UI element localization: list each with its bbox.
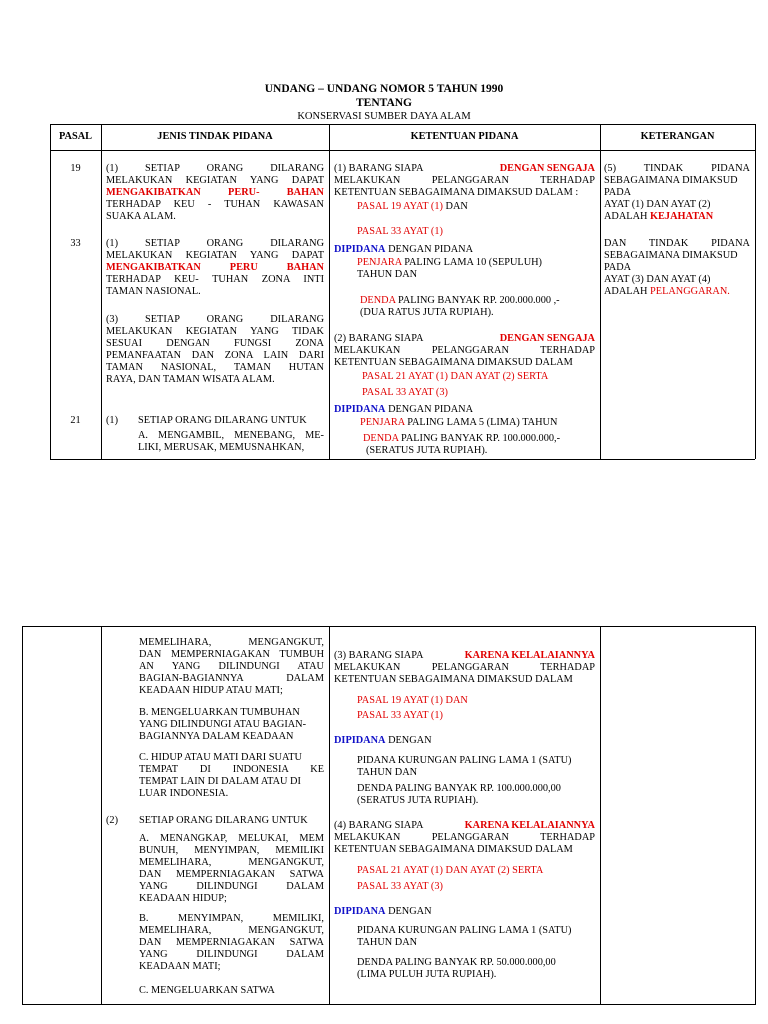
text-line: B. MENYIMPAN, MEMILIKI, — [139, 913, 324, 924]
text-line: DAN MEMPERNIAGAKAN TUMBUH — [139, 649, 324, 661]
text-line: KEADAAN MATI; — [139, 961, 221, 973]
text-line: DENGAN — [385, 735, 432, 746]
pasal-reference: PASAL 33 AYAT (1) — [357, 710, 443, 721]
text-line: ADALAH — [604, 286, 651, 298]
text-line: PEMANFAATAN DAN ZONA LAIN DARI — [106, 350, 324, 362]
text-line: (DUA RATUS JUTA RUPIAH). — [360, 307, 494, 318]
emphasis-text: KARENA KELALAIANNYA — [464, 820, 595, 831]
text-line: (5) TINDAK PIDANA — [604, 163, 750, 174]
header-pasal: PASAL — [59, 131, 92, 142]
text-line: PIDANA KURUNGAN PALING LAMA 1 (SATU) — [357, 925, 572, 936]
pelanggaran-label: PELANGGARAN. — [650, 286, 730, 298]
jenis-continued — [139, 637, 324, 697]
dipidana-label: DIPIDANA — [334, 906, 386, 917]
text-line: MELAKUKAN PELANGGARAN TERHADAP — [334, 345, 595, 357]
text-line: SEBAGAIMANA DIMAKSUD — [604, 250, 738, 262]
text-line: MELAKUKAN PELANGGARAN TERHADAP — [334, 832, 595, 844]
dipidana-line — [334, 735, 432, 747]
text-line: AN YANG DILINDUNGI ATAU — [139, 661, 324, 673]
jenis-item-2b — [139, 913, 324, 973]
text-line: TAMAN NASIONAL, TAMAN HUTAN — [106, 362, 324, 374]
text-line: AYAT (1) DAN AYAT (2) — [604, 199, 711, 211]
text-line: TEMPAT LAIN DI DALAM ATAU DI — [139, 776, 301, 788]
penjara-label: PENJARA — [360, 417, 405, 428]
text-line: (1) SETIAP ORANG DILARANG — [106, 238, 324, 249]
jenis-item-c — [139, 752, 324, 800]
text-line: TAHUN DAN — [357, 767, 418, 778]
text-line: C. HIDUP ATAU MATI DARI SUATU — [139, 752, 302, 763]
text-line: LIKI, MERUSAK, MEMUSNAHKAN, — [138, 442, 305, 454]
text-line: MELAKUKAN KEGIATAN YANG TIDAK — [106, 326, 324, 338]
text-line: DAN — [442, 201, 468, 212]
text-line: MELAKUKAN KEGIATAN YANG DAPAT — [106, 175, 324, 187]
text-line: TAHUN DAN — [357, 269, 418, 280]
text-line: YANG DILINDUNGI DALAM — [139, 949, 324, 961]
pasal-number: 21 — [70, 415, 81, 426]
text-line: MEMELIHARA, MENGANGKUT, — [139, 925, 324, 937]
text-line: (SERATUS JUTA RUPIAH). — [366, 445, 488, 456]
jenis-item-4-sub — [138, 430, 324, 454]
emphasis-text: DENGAN SENGAJA — [499, 163, 595, 174]
jenis-item-4 — [138, 415, 324, 427]
text-line: SESUAI DENGAN FUNGSI ZONA — [106, 338, 324, 350]
item-number: (1) — [106, 415, 119, 426]
text-line: MELAKUKAN PELANGGARAN TERHADAP — [334, 175, 595, 187]
denda-label: DENDA — [363, 433, 399, 444]
pasal-reference: PASAL 33 AYAT (1) — [357, 226, 443, 237]
emphasis-text: MENGAKIBATKAN PERU- BAHAN — [106, 187, 324, 199]
text-line: DENDA PALING BANYAK RP. 100.000.000,00 — [357, 783, 561, 794]
text-line: MEMELIHARA, MENGANGKUT, — [139, 857, 324, 869]
text-line: (LIMA PULUH JUTA RUPIAH). — [357, 969, 497, 980]
text-line: DENGAN PIDANA — [385, 244, 474, 255]
text-line: DENGAN PIDANA — [385, 404, 474, 415]
text-line: PALING BANYAK RP. 200.000.000 ,- — [395, 295, 560, 306]
text-line: SETIAP ORANG DILARANG UNTUK — [139, 815, 308, 826]
text-line: PIDANA KURUNGAN PALING LAMA 1 (SATU) — [357, 755, 572, 766]
text-line: PADA — [604, 187, 632, 199]
penjara-line — [357, 257, 542, 269]
text-line: BAGIAN-BAGIANNYA DALAM — [139, 673, 324, 685]
text-line: SETIAP ORANG DILARANG UNTUK — [138, 415, 307, 426]
text-line: PADA — [604, 262, 632, 274]
text-line: KETENTUAN SEBAGAIMANA DIMAKSUD DALAM — [334, 844, 573, 856]
text-line: SUAKA ALAM. — [106, 211, 176, 223]
header-jenis-tindak-pidana: JENIS TINDAK PIDANA — [157, 131, 273, 142]
ketentuan-item-4 — [334, 820, 595, 856]
text-line: PALING BANYAK RP. 100.000.000,- — [398, 433, 560, 444]
pasal-reference: PASAL 19 AYAT (1) — [357, 201, 443, 212]
text-line: PALING LAMA 5 (LIMA) TAHUN — [404, 417, 558, 428]
text-line: BAGIANNYA DALAM KEADAAN — [139, 731, 294, 743]
pasal-reference: PASAL 21 AYAT (1) DAN AYAT (2) SERTA — [362, 371, 549, 382]
text-line: SEBAGAIMANA DIMAKSUD — [604, 175, 738, 187]
pasal-number: 19 — [70, 163, 81, 174]
text-line: (SERATUS JUTA RUPIAH). — [357, 795, 479, 806]
pasal-reference: PASAL 21 AYAT (1) DAN AYAT (2) SERTA — [357, 865, 544, 876]
jenis-item-2 — [106, 238, 324, 298]
text-line: KETENTUAN SEBAGAIMANA DIMAKSUD DALAM — [334, 357, 573, 369]
text-line: (2) BARANG SIAPA — [334, 333, 424, 344]
text-line: KEADAAN HIDUP; — [139, 893, 227, 905]
text-line: KEADAAN HIDUP ATAU MATI; — [139, 685, 283, 697]
text-line: TERHADAP KEU - TUHAN KAWASAN — [106, 199, 324, 211]
denda-label: DENDA — [360, 295, 396, 306]
ketentuan-item-2 — [334, 333, 595, 369]
text-line: C. MENGELUARKAN SATWA — [139, 985, 275, 996]
penjara-label: PENJARA — [357, 257, 402, 268]
text-line: (1) SETIAP ORANG DILARANG — [106, 163, 324, 174]
text-line: DAN TINDAK PIDANA — [604, 238, 750, 249]
text-line: DAN MEMPERNIAGAKAN SATWA — [139, 937, 324, 949]
text-line: TERHADAP KEU- TUHAN ZONA INTI — [106, 274, 324, 286]
text-line: (4) BARANG SIAPA — [334, 820, 424, 831]
dipidana-label: DIPIDANA — [334, 735, 386, 746]
document-title: UNDANG – UNDANG NOMOR 5 TAHUN 1990 — [264, 83, 504, 95]
denda-line — [363, 433, 560, 445]
dipidana-line — [334, 404, 473, 416]
pasal-reference: PASAL 33 AYAT (3) — [362, 387, 448, 398]
text-line: MELAKUKAN PELANGGARAN TERHADAP — [334, 662, 595, 674]
text-line: YANG DILINDUNGI DALAM — [139, 881, 324, 893]
text-line: KETENTUAN SEBAGAIMANA DIMAKSUD DALAM : — [334, 187, 579, 199]
ketentuan-pasal-ref — [357, 201, 468, 213]
text-line: MELAKUKAN KEGIATAN YANG DAPAT — [106, 250, 324, 262]
pasal-reference: PASAL 19 AYAT (1) DAN — [357, 695, 468, 706]
keterangan-item-1 — [604, 163, 750, 223]
pasal-number: 33 — [70, 238, 81, 249]
text-line: TAHUN DAN — [357, 937, 418, 948]
text-line: RAYA, DAN TAMAN WISATA ALAM. — [106, 374, 275, 386]
denda-line — [360, 295, 560, 307]
jenis-item-2a — [139, 833, 324, 906]
emphasis-text: DENGAN SENGAJA — [499, 333, 595, 344]
text-line: DAN MEMPERNIAGAKAN SATWA — [139, 869, 324, 881]
header-keterangan: KETERANGAN — [640, 131, 715, 142]
text-line: DENDA PALING BANYAK RP. 50.000.000,00 — [357, 957, 556, 968]
penjara-line — [360, 417, 557, 429]
dipidana-line — [334, 244, 473, 256]
item-number: (2) — [106, 815, 119, 826]
text-line: LUAR INDONESIA. — [139, 788, 229, 800]
text-line: TAMAN NASIONAL. — [106, 286, 201, 298]
document-subtitle-tentang: TENTANG — [355, 97, 413, 109]
ketentuan-item-1 — [334, 163, 595, 199]
text-line: TEMPAT DI INDONESIA KE — [139, 764, 324, 776]
keterangan-item-2 — [604, 238, 750, 298]
text-line: A. MENGAMBIL, MENEBANG, ME- — [138, 430, 324, 441]
text-line: A. MENANGKAP, MELUKAI, MEM — [139, 833, 324, 844]
emphasis-text: MENGAKIBATKAN PERU BAHAN — [106, 262, 324, 274]
dipidana-label: DIPIDANA — [334, 404, 386, 415]
document-topic: KONSERVASI SUMBER DAYA ALAM — [297, 111, 471, 122]
text-line: BUNUH, MENYIMPAN, MEMILIKI — [139, 845, 324, 857]
text-line: YANG DILINDUNGI ATAU BAGIAN- — [139, 719, 307, 731]
text-line: (1) BARANG SIAPA — [334, 163, 424, 174]
dipidana-label: DIPIDANA — [334, 244, 386, 255]
kejahatan-label: KEJAHATAN — [650, 211, 714, 223]
pasal-reference: PASAL 33 AYAT (3) — [357, 881, 443, 892]
dipidana-line — [334, 906, 432, 918]
header-ketentuan-pidana: KETENTUAN PIDANA — [410, 131, 519, 142]
text-line: (3) SETIAP ORANG DILARANG — [106, 314, 324, 325]
text-line: MEMELIHARA, MENGANGKUT, — [139, 637, 324, 648]
text-line: PALING LAMA 10 (SEPULUH) — [401, 257, 542, 268]
jenis-item-b — [139, 707, 324, 743]
jenis-item-3 — [106, 314, 324, 387]
ketentuan-item-3 — [334, 650, 595, 686]
text-line: (3) BARANG SIAPA — [334, 650, 424, 661]
text-line: B. MENGELUARKAN TUMBUHAN — [139, 707, 300, 718]
text-line: AYAT (3) DAN AYAT (4) — [604, 274, 711, 286]
text-line: DENGAN — [385, 906, 432, 917]
text-line: ADALAH — [604, 211, 651, 223]
emphasis-text: KARENA KELALAIANNYA — [464, 650, 595, 661]
text-line: KETENTUAN SEBAGAIMANA DIMAKSUD DALAM — [334, 674, 573, 686]
jenis-item-1 — [106, 163, 324, 223]
